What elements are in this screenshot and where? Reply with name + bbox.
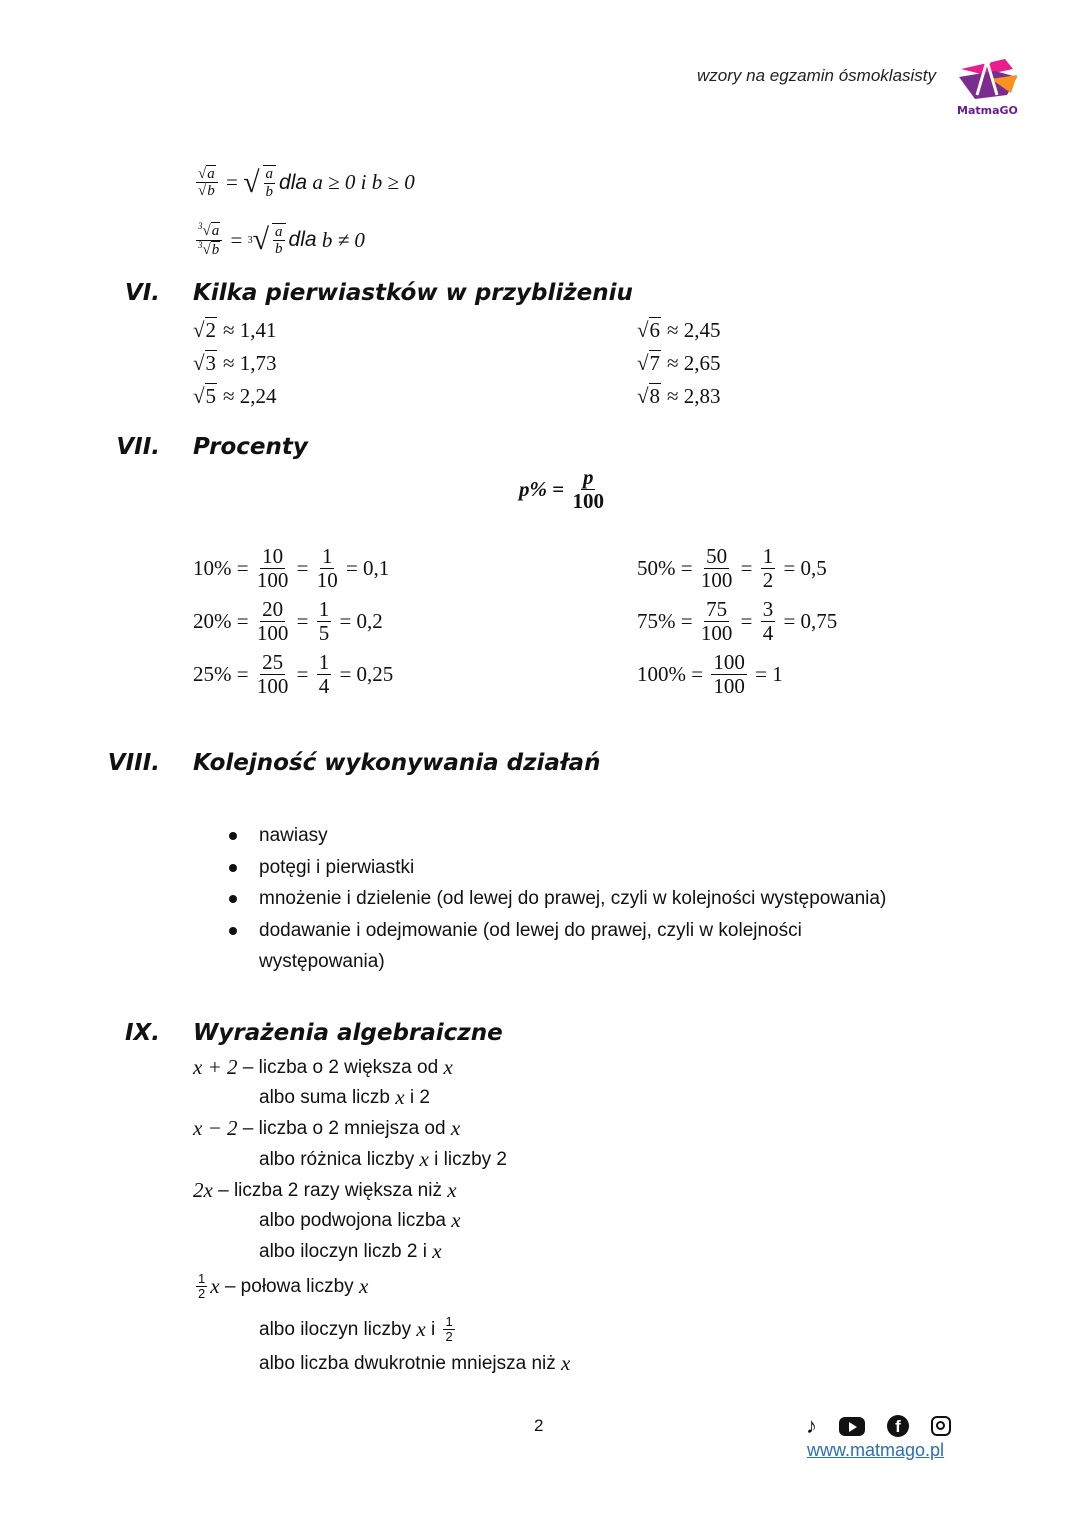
description-text: – połowa liczby	[219, 1275, 359, 1297]
expression-line	[259, 1351, 570, 1376]
approx-root-item	[193, 317, 277, 343]
description-tail: i 2	[404, 1086, 430, 1108]
equals-sign: =	[675, 556, 698, 581]
radicand: 3	[205, 351, 217, 375]
variable: x	[561, 1351, 571, 1375]
percent-value: 50%	[637, 556, 676, 581]
list-item: dodawanie i odejmowanie (od lewej do prawej, czyli w kolejności występowania)	[225, 915, 925, 978]
approx-value: ≈ 2,83	[667, 383, 721, 408]
equals-sign: =	[231, 556, 254, 581]
variable: x	[451, 1208, 461, 1232]
numerator: 50	[706, 544, 728, 568]
expression-line	[259, 1239, 442, 1264]
website-link[interactable]: www.matmago.pl	[807, 1440, 945, 1460]
equals-sign: =	[778, 609, 801, 634]
equals-sign: =	[291, 609, 314, 634]
description-text: albo suma liczb	[259, 1086, 396, 1108]
description-tail: i liczby 2	[428, 1148, 507, 1170]
half-fraction	[443, 1315, 454, 1345]
approx-root-item	[637, 350, 721, 376]
denominator: 100	[700, 568, 733, 593]
numerator: 1	[198, 1271, 206, 1286]
numerator: 20	[262, 597, 284, 621]
expression-line	[259, 1085, 430, 1110]
approx-value: ≈ 2,45	[667, 317, 721, 342]
decimal-result: 0,75	[800, 609, 838, 634]
variable: x	[358, 1274, 369, 1299]
percent-value: 25%	[193, 662, 232, 687]
decimal-result: 1	[772, 662, 783, 687]
variable: x	[432, 1239, 442, 1263]
list-item: nawiasy	[225, 820, 925, 852]
radicand: 5	[205, 384, 217, 408]
list-item: potęgi i pierwiastki	[225, 852, 925, 884]
expression-line	[259, 1147, 507, 1172]
sqrt-symbol: √	[193, 350, 205, 375]
variable: x	[416, 1317, 426, 1342]
percent-row	[193, 651, 393, 698]
variable: x	[395, 1085, 405, 1109]
approx-value: ≈ 2,65	[667, 350, 721, 375]
fraction	[701, 545, 733, 592]
cube-root-quotient-formula: $\frac{^3√a}{^3√b}$ = 3 √ $\frac{a}{b}$ dla b ≠ 0	[198, 221, 365, 258]
equals-sign: =	[749, 662, 773, 687]
approx-root-item	[637, 383, 721, 409]
equals-sign: =	[778, 556, 801, 581]
percent-value: 20%	[193, 609, 232, 634]
sqrt-symbol: √	[637, 383, 649, 408]
denominator: 10	[316, 568, 338, 593]
percent-value: 10%	[193, 556, 232, 581]
fraction	[257, 651, 289, 698]
numerator: 1	[318, 650, 330, 674]
percent-row	[193, 598, 383, 645]
percent-row	[637, 545, 827, 592]
section-numeral: VI.	[124, 280, 160, 306]
equals-sign: =	[231, 609, 254, 634]
decimal-result: 0,25	[356, 662, 394, 687]
math-expression: x	[210, 1274, 220, 1299]
equals-sign: =	[291, 556, 314, 581]
expression-line	[193, 1055, 453, 1080]
percent-row	[637, 651, 783, 698]
logo-text: MatmaGO	[957, 104, 1018, 117]
percent-formula: p% = $\frac{p}{100}$	[519, 465, 604, 514]
denominator: 100	[713, 674, 745, 699]
description-text: – liczba 2 razy większa niż	[212, 1179, 448, 1201]
percent-value: 75%	[637, 609, 676, 634]
operation-order-list	[225, 820, 925, 978]
fraction	[711, 651, 747, 698]
instagram-icon[interactable]	[931, 1416, 951, 1436]
denominator: 5	[318, 621, 330, 646]
root-quotient-formula: $\frac{√a}{√b}$ = √ $\frac{a}{b}$ dla a ≥ 0 i b ≥ 0	[198, 165, 415, 200]
denominator: 100	[256, 621, 289, 646]
math-expression: x − 2	[193, 1116, 238, 1140]
sqrt-symbol: √	[193, 317, 205, 342]
description-text: albo iloczyn liczby	[259, 1318, 417, 1340]
description-text: albo różnica liczby	[259, 1148, 420, 1170]
social-icons	[806, 1413, 951, 1439]
decimal-result: 0,2	[356, 609, 383, 634]
fraction	[701, 598, 733, 645]
youtube-icon[interactable]	[839, 1417, 865, 1436]
sqrt-symbol: √	[637, 317, 649, 342]
fraction	[317, 651, 332, 698]
matmago-logo	[955, 55, 1023, 117]
approx-value: ≈ 2,24	[223, 383, 277, 408]
numerator: 3	[762, 597, 774, 621]
denominator: 4	[318, 674, 330, 699]
fraction	[257, 545, 289, 592]
numerator: 10	[262, 544, 284, 568]
tiktok-icon[interactable]: ♪	[806, 1413, 817, 1438]
radicand: 7	[649, 351, 661, 375]
percent-value: 100%	[637, 662, 686, 687]
numerator: 1	[321, 544, 333, 568]
approx-root-item	[637, 317, 721, 343]
section-title: Procenty	[193, 434, 308, 460]
numerator: 1	[762, 544, 774, 568]
math-expression: 2x	[193, 1178, 213, 1202]
expression-line	[193, 1116, 460, 1141]
denominator: 4	[762, 621, 774, 646]
fraction	[317, 598, 332, 645]
equals-sign: =	[334, 662, 357, 687]
header-title: wzory na egzamin ósmoklasisty	[697, 66, 937, 85]
radicand: 8	[649, 384, 661, 408]
decimal-result: 0,1	[363, 556, 390, 581]
percent-row	[193, 545, 389, 592]
decimal-result: 0,5	[800, 556, 827, 581]
equals-sign: =	[735, 609, 758, 634]
expression-line	[259, 1315, 458, 1345]
variable: x	[443, 1055, 453, 1079]
numerator: 75	[706, 597, 728, 621]
section-title: Kolejność wykonywania działań	[193, 750, 601, 776]
expression-line	[193, 1272, 368, 1302]
section-numeral: VII.	[116, 434, 160, 460]
denominator: 2	[198, 1286, 206, 1302]
equals-sign: =	[291, 662, 314, 687]
section-title: Kilka pierwiastków w przybliżeniu	[193, 280, 633, 306]
fraction	[761, 598, 776, 645]
numerator: 1	[445, 1314, 453, 1329]
section-title: Wyrażenia algebraiczne	[193, 1020, 503, 1046]
equals-sign: =	[735, 556, 758, 581]
description-text: – liczba o 2 większa od	[237, 1056, 444, 1078]
sqrt-symbol: √	[193, 383, 205, 408]
sqrt-symbol: √	[637, 350, 649, 375]
half-fraction	[196, 1272, 207, 1302]
approx-value: ≈ 1,41	[223, 317, 277, 342]
expression-line	[193, 1178, 457, 1203]
equals-sign: =	[334, 609, 357, 634]
percent-row	[637, 598, 837, 645]
approx-root-item	[193, 383, 277, 409]
description-text: albo podwojona liczba	[259, 1209, 452, 1231]
numerator: 1	[318, 597, 330, 621]
description-text: albo iloczyn liczb 2 i	[259, 1240, 433, 1262]
approx-root-item	[193, 350, 277, 376]
equals-sign: =	[675, 609, 698, 634]
fraction	[317, 545, 338, 592]
variable: x	[447, 1178, 457, 1202]
section-numeral: VIII.	[107, 750, 160, 776]
denominator: 100	[256, 568, 289, 593]
approx-value: ≈ 1,73	[223, 350, 277, 375]
description-tail: i	[425, 1318, 441, 1340]
fraction	[257, 598, 289, 645]
section-numeral: IX.	[124, 1020, 160, 1046]
expression-line	[259, 1208, 461, 1233]
equals-sign: =	[686, 662, 709, 687]
denominator: 100	[700, 621, 733, 646]
numerator: 25	[262, 650, 284, 674]
list-item: mnożenie i dzielenie (od lewej do prawej, czyli w kolejności występowania)	[225, 883, 925, 915]
denominator: 2	[445, 1329, 453, 1345]
variable: x	[450, 1116, 461, 1140]
equals-sign: =	[231, 662, 254, 687]
radicand: 2	[205, 318, 217, 342]
variable: x	[419, 1147, 429, 1171]
fraction	[761, 545, 776, 592]
denominator: 100	[256, 674, 289, 699]
page-number: 2	[534, 1416, 544, 1435]
description-text: – liczba o 2 mniejsza od	[237, 1117, 451, 1139]
equals-sign: =	[340, 556, 364, 581]
denominator: 2	[762, 568, 774, 593]
math-expression: x + 2	[193, 1055, 238, 1079]
radicand: 6	[649, 318, 661, 342]
description-text: albo liczba dwukrotnie mniejsza niż	[259, 1352, 562, 1374]
numerator: 100	[713, 650, 745, 674]
facebook-icon[interactable]: f	[887, 1415, 909, 1437]
